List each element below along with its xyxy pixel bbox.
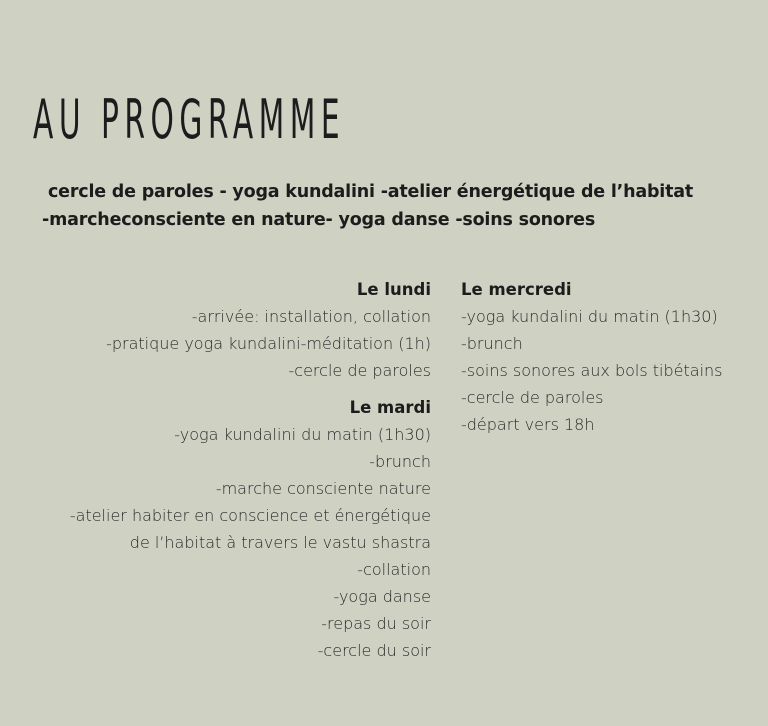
schedule-item: -départ vers 18h xyxy=(461,415,595,434)
schedule-item: -cercle de paroles xyxy=(461,388,604,407)
page-title: AU PROGRAMME xyxy=(33,88,346,151)
day-heading-lundi: Le lundi xyxy=(356,280,431,299)
schedule-item: -yoga kundalini du matin (1h30) xyxy=(461,307,718,326)
schedule-item: -yoga kundalini du matin (1h30) xyxy=(174,425,431,444)
schedule-item: -repas du soir xyxy=(321,614,431,633)
schedule-item: -pratique yoga kundalini-méditation (1h) xyxy=(106,334,431,353)
schedule-item: -yoga danse xyxy=(333,587,431,606)
schedule-item: -collation xyxy=(357,560,431,579)
schedule-item: -soins sonores aux bols tibétains xyxy=(461,361,723,380)
schedule-item: -brunch xyxy=(369,452,431,471)
schedule-item: -cercle de paroles xyxy=(288,361,431,380)
schedule-item: de l’habitat à travers le vastu shastra xyxy=(129,533,431,552)
schedule-item: -arrivée: installation, collation xyxy=(191,307,431,326)
program-summary xyxy=(42,178,762,234)
schedule-item: -marche consciente nature xyxy=(215,479,431,498)
schedule-item: -brunch xyxy=(461,334,523,353)
schedule-column-right xyxy=(461,276,761,438)
summary-line-1: cercle de paroles - yoga kundalini -atelier énergétique de l’habitat xyxy=(48,182,694,202)
day-heading-mardi: Le mardi xyxy=(349,398,431,417)
day-heading-mercredi: Le mercredi xyxy=(461,280,572,299)
schedule-item: -cercle du soir xyxy=(317,641,431,660)
schedule-column-left xyxy=(11,276,431,664)
summary-line-2: -marcheconsciente en nature- yoga danse -soins sonores xyxy=(42,210,596,230)
schedule-item: -atelier habiter en conscience et énergétique xyxy=(69,506,431,525)
